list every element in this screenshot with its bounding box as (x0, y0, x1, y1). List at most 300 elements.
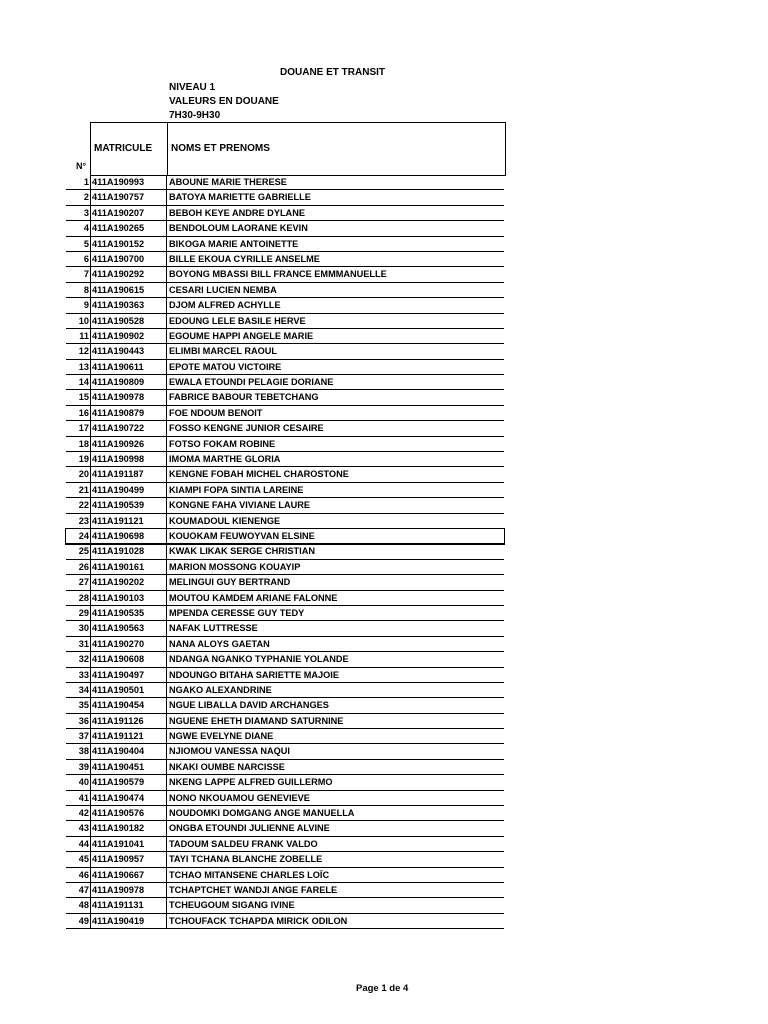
column-divider (90, 729, 91, 744)
column-divider (166, 252, 167, 267)
row-number: 8 (83, 284, 89, 295)
row-matricule: 411A190757 (92, 192, 145, 203)
column-divider (166, 529, 167, 544)
row-matricule: 411A190722 (92, 423, 145, 434)
column-divider (166, 344, 167, 359)
column-divider (90, 560, 91, 575)
table-row (66, 406, 504, 421)
table-row (66, 760, 504, 775)
column-divider (166, 498, 167, 513)
row-matricule: 411A190161 (92, 561, 145, 572)
column-divider (90, 791, 91, 806)
row-matricule: 411A190978 (92, 884, 145, 895)
column-header-matricule: MATRICULE (94, 143, 153, 154)
table-row (66, 190, 504, 205)
row-matricule: 411A190809 (92, 377, 145, 388)
column-divider (90, 267, 91, 282)
table-row (66, 544, 504, 559)
row-name: NDOUNGO BITAHA SARIETTE MAJOIE (169, 669, 339, 680)
row-matricule: 411A190499 (92, 484, 145, 495)
table-row (66, 698, 504, 713)
row-name: NJIOMOU VANESSA NAQUI (169, 746, 290, 757)
column-divider (90, 314, 91, 329)
table-row (66, 898, 504, 913)
row-matricule: 411A190667 (92, 869, 145, 880)
row-name: EPOTE MATOU VICTOIRE (169, 361, 282, 372)
row-matricule: 411A190615 (92, 284, 145, 295)
column-divider (166, 283, 167, 298)
row-name: KENGNE FOBAH MICHEL CHAROSTONE (169, 469, 349, 480)
row-name: FOTSO FOKAM ROBINE (169, 438, 276, 449)
table-row (66, 283, 504, 298)
column-divider (166, 483, 167, 498)
table-row (66, 791, 504, 806)
row-number: 17 (78, 423, 89, 434)
row-name: NGAKO ALEXANDRINE (169, 684, 272, 695)
table-row (66, 483, 504, 498)
column-divider (90, 221, 91, 236)
column-divider (90, 575, 91, 590)
column-divider (90, 883, 91, 898)
column-divider (166, 883, 167, 898)
row-matricule: 411A190957 (92, 854, 145, 865)
column-divider (90, 591, 91, 606)
column-divider (90, 914, 91, 929)
row-name: MPENDA CERESSE GUY TEDY (169, 607, 305, 618)
schedule-label: 7H30-9H30 (169, 110, 221, 121)
column-divider (166, 360, 167, 375)
row-matricule: 411A191121 (92, 731, 144, 742)
row-name: NOUDOMKI DOMGANG ANGE MANUELLA (169, 808, 355, 819)
row-name: IMOMA MARTHE GLORIA (169, 454, 281, 465)
row-name: BOYONG MBASSI BILL FRANCE EMMMANUELLE (169, 269, 387, 280)
row-name: NGUE LIBALLA DAVID ARCHANGES (169, 700, 329, 711)
row-name: ABOUNE MARIE THERESE (169, 177, 287, 187)
table-row (66, 421, 504, 436)
row-number: 32 (78, 654, 89, 665)
column-divider (90, 329, 91, 344)
table-row (66, 498, 504, 513)
table-row (66, 914, 504, 929)
row-number: 16 (78, 407, 89, 418)
column-divider (166, 637, 167, 652)
row-matricule: 411A190576 (92, 808, 145, 819)
table-row (66, 375, 504, 390)
row-name: NKENG LAPPE ALFRED GUILLERMO (169, 777, 333, 788)
column-divider (90, 868, 91, 883)
row-matricule: 411A190998 (92, 454, 145, 465)
column-divider (166, 421, 167, 436)
row-name: KONGNE FAHA VIVIANE LAURE (169, 500, 311, 511)
column-divider (90, 760, 91, 775)
row-number: 5 (83, 238, 89, 249)
column-divider (90, 190, 91, 205)
row-matricule: 411A191187 (92, 469, 144, 480)
row-name: EWALA ETOUNDI PELAGIE DORIANE (169, 377, 334, 388)
column-divider (166, 406, 167, 421)
column-divider (166, 514, 167, 529)
row-name: ONGBA ETOUNDI JULIENNE ALVINE (169, 823, 330, 834)
column-divider (90, 806, 91, 821)
column-divider (90, 606, 91, 621)
row-number: 48 (78, 900, 89, 911)
column-divider (166, 652, 167, 667)
column-divider (90, 775, 91, 790)
table-row (66, 529, 504, 544)
row-matricule: 411A190103 (92, 592, 145, 603)
column-divider (90, 698, 91, 713)
row-name: EDOUNG LELE BASILE HERVE (169, 315, 306, 326)
row-number: 3 (83, 207, 89, 218)
column-header-number: N° (76, 161, 87, 171)
table-row (66, 729, 504, 744)
table-row (66, 298, 504, 313)
row-number: 4 (83, 223, 89, 234)
row-name: KOUOKAM FEUWOYVAN ELSINE (169, 530, 315, 541)
column-divider (166, 668, 167, 683)
row-matricule: 411A190993 (92, 177, 145, 187)
row-name: NANA ALOYS GAETAN (169, 638, 270, 649)
row-name: EGOUME HAPPI ANGELE MARIE (169, 330, 314, 341)
column-divider (166, 852, 167, 867)
column-divider (166, 467, 167, 482)
row-number: 20 (78, 469, 89, 480)
course-label: VALEURS EN DOUANE (169, 96, 279, 107)
column-divider (90, 406, 91, 421)
row-number: 42 (78, 808, 89, 819)
table-row (66, 314, 504, 329)
column-divider (166, 714, 167, 729)
row-number: 9 (83, 300, 89, 311)
row-number: 46 (78, 869, 89, 880)
row-number: 44 (78, 838, 89, 849)
column-divider (166, 575, 167, 590)
row-number: 6 (83, 253, 89, 264)
column-divider (166, 237, 167, 252)
row-name: KIAMPI FOPA SINTIA LAREINE (169, 484, 304, 495)
column-divider (90, 821, 91, 836)
row-matricule: 411A190539 (92, 500, 145, 511)
table-row (66, 668, 504, 683)
column-divider (90, 452, 91, 467)
column-divider (166, 606, 167, 621)
row-name: TADOUM SALDEU FRANK VALDO (169, 838, 318, 849)
column-divider (166, 683, 167, 698)
row-number: 39 (78, 761, 89, 772)
row-name: ELIMBI MARCEL RAOUL (169, 346, 278, 357)
row-name: CESARI LUCIEN NEMBA (169, 284, 277, 295)
table-row (66, 360, 504, 375)
column-divider (90, 668, 91, 683)
row-number: 25 (78, 546, 89, 557)
row-matricule: 411A190270 (92, 638, 145, 649)
table-row (66, 267, 504, 282)
row-number: 43 (78, 823, 89, 834)
row-matricule: 411A190419 (92, 915, 145, 926)
table-row (66, 514, 504, 529)
row-name: BEBOH KEYE ANDRE DYLANE (169, 207, 305, 218)
row-matricule: 411A190501 (92, 684, 145, 695)
row-number: 26 (78, 561, 89, 572)
column-divider (90, 344, 91, 359)
row-matricule: 411A190443 (92, 346, 145, 357)
row-name: NKAKI OUMBE NARCISSE (169, 761, 285, 772)
table-row (66, 621, 504, 636)
column-divider (166, 190, 167, 205)
row-number: 40 (78, 777, 89, 788)
column-divider (166, 791, 167, 806)
row-number: 49 (78, 915, 89, 926)
row-matricule: 411A190879 (92, 407, 145, 418)
column-divider (90, 621, 91, 636)
column-divider (166, 544, 167, 559)
column-divider (90, 283, 91, 298)
row-name: BILLE EKOUA CYRILLE ANSELME (169, 253, 320, 264)
row-name: NAFAK LUTTRESSE (169, 623, 258, 634)
row-number: 38 (78, 746, 89, 757)
row-name: NGWE EVELYNE DIANE (169, 731, 274, 742)
row-name: MOUTOU KAMDEM ARIANE FALONNE (169, 592, 338, 603)
row-number: 29 (78, 607, 89, 618)
column-divider (90, 206, 91, 221)
row-number: 21 (78, 484, 89, 495)
row-number: 24 (78, 530, 89, 541)
column-divider (166, 560, 167, 575)
row-name: TCHOUFACK TCHAPDA MIRICK ODILON (169, 915, 348, 926)
table-row (66, 344, 504, 359)
table-row (66, 775, 504, 790)
table-row (66, 683, 504, 698)
column-divider (90, 298, 91, 313)
row-matricule: 411A190363 (92, 300, 145, 311)
column-divider (166, 729, 167, 744)
column-divider (90, 898, 91, 913)
row-matricule: 411A190579 (92, 777, 145, 788)
column-divider (90, 744, 91, 759)
table-row (66, 575, 504, 590)
row-number: 33 (78, 669, 89, 680)
table-row (66, 437, 504, 452)
table-row (66, 714, 504, 729)
row-matricule: 411A190926 (92, 438, 145, 449)
row-matricule: 411A190182 (92, 823, 145, 834)
header-divider (167, 123, 168, 175)
row-number: 12 (78, 346, 89, 357)
column-divider (90, 252, 91, 267)
column-divider (90, 637, 91, 652)
column-divider (90, 498, 91, 513)
table-row (66, 637, 504, 652)
table-row (66, 744, 504, 759)
column-divider (166, 267, 167, 282)
row-name: TCHAO MITANSENE CHARLES LOÏC (169, 869, 330, 880)
column-divider (166, 375, 167, 390)
row-number: 15 (78, 392, 89, 403)
row-name: BATOYA MARIETTE GABRIELLE (169, 192, 311, 203)
column-divider (166, 591, 167, 606)
row-number: 19 (78, 454, 89, 465)
column-divider (166, 837, 167, 852)
column-divider (90, 437, 91, 452)
column-divider (90, 483, 91, 498)
table-row (66, 883, 504, 898)
row-number: 10 (78, 315, 89, 326)
column-divider (90, 852, 91, 867)
row-number: 41 (78, 792, 89, 803)
column-divider (90, 714, 91, 729)
row-number: 35 (78, 700, 89, 711)
row-matricule: 411A191041 (92, 838, 145, 849)
table-row (66, 221, 504, 236)
table-row (66, 837, 504, 852)
row-matricule: 411A190265 (92, 223, 145, 234)
row-name: NDANGA NGANKO TYPHANIE YOLANDE (169, 654, 349, 665)
row-number: 37 (78, 731, 89, 742)
column-divider (166, 221, 167, 236)
row-number: 7 (83, 269, 89, 280)
column-divider (166, 821, 167, 836)
table-row (66, 329, 504, 344)
row-name: BENDOLOUM LAORANE KEVIN (169, 223, 308, 234)
row-matricule: 411A191126 (92, 715, 144, 726)
row-matricule: 411A190207 (92, 207, 145, 218)
table-row (66, 852, 504, 867)
table-row (66, 390, 504, 405)
column-divider (90, 514, 91, 529)
column-divider (90, 390, 91, 405)
row-number: 31 (78, 638, 89, 649)
row-matricule: 411A191028 (92, 546, 145, 557)
row-matricule: 411A190563 (92, 623, 145, 634)
row-matricule: 411A190202 (92, 577, 145, 588)
row-matricule: 411A190497 (92, 669, 145, 680)
column-divider (166, 868, 167, 883)
row-matricule: 411A190611 (92, 361, 144, 372)
row-matricule: 411A190978 (92, 392, 145, 403)
row-matricule: 411A190474 (92, 792, 145, 803)
column-divider (166, 452, 167, 467)
column-divider (166, 390, 167, 405)
row-name: TCHAPTCHET WANDJI ANGE FARELE (169, 884, 338, 895)
table-row (66, 206, 504, 221)
column-divider (90, 467, 91, 482)
row-number: 14 (78, 377, 89, 388)
table-row (66, 591, 504, 606)
row-matricule: 411A190902 (92, 330, 145, 341)
row-number: 18 (78, 438, 89, 449)
row-name: TAYI TCHANA BLANCHE ZOBELLE (169, 854, 323, 865)
row-matricule: 411A190535 (92, 607, 145, 618)
column-divider (166, 298, 167, 313)
table-row (66, 452, 504, 467)
row-name: BIKOGA MARIE ANTOINETTE (169, 238, 299, 249)
row-number: 34 (78, 684, 89, 695)
column-divider (90, 544, 91, 559)
column-divider (166, 806, 167, 821)
column-divider (90, 421, 91, 436)
row-matricule: 411A190698 (92, 530, 145, 541)
document-title: DOUANE ET TRANSIT (280, 67, 385, 78)
row-name: NGUENE EHETH DIAMAND SATURNINE (169, 715, 344, 726)
row-name: KWAK LIKAK SERGE CHRISTIAN (169, 546, 315, 557)
row-matricule: 411A190152 (92, 238, 145, 249)
column-divider (90, 683, 91, 698)
table-row (66, 252, 504, 267)
row-matricule: 411A190700 (92, 253, 145, 264)
column-divider (166, 775, 167, 790)
row-number: 28 (78, 592, 89, 603)
row-number: 11 (79, 330, 89, 341)
row-name: NONO NKOUAMOU GENEVIEVE (169, 792, 310, 803)
row-matricule: 411A190608 (92, 654, 145, 665)
column-divider (90, 175, 91, 190)
row-number: 2 (83, 192, 89, 203)
student-table (66, 175, 504, 929)
row-number: 45 (78, 854, 89, 865)
row-name: KOUMADOUL KIENENGE (169, 515, 281, 526)
table-header (90, 122, 506, 176)
row-name: FABRICE BABOUR TEBETCHANG (169, 392, 319, 403)
table-row (66, 868, 504, 883)
column-divider (90, 237, 91, 252)
row-number: 36 (78, 715, 89, 726)
table-row (66, 821, 504, 836)
column-divider (90, 375, 91, 390)
row-number: 27 (78, 577, 89, 588)
page-number: Page 1 de 4 (356, 983, 409, 994)
row-name: FOSSO KENGNE JUNIOR CESAIRE (169, 423, 324, 434)
column-divider (166, 314, 167, 329)
row-number: 22 (78, 500, 89, 511)
row-number: 30 (78, 623, 89, 634)
row-matricule: 411A190528 (92, 315, 145, 326)
level-label: NIVEAU 1 (169, 82, 216, 93)
column-divider (166, 437, 167, 452)
column-divider (90, 360, 91, 375)
column-divider (166, 175, 167, 190)
row-matricule: 411A190404 (92, 746, 145, 757)
column-divider (166, 760, 167, 775)
table-row (66, 467, 504, 482)
table-row (66, 237, 504, 252)
column-divider (166, 914, 167, 929)
column-divider (166, 698, 167, 713)
row-matricule: 411A190292 (92, 269, 145, 280)
column-divider (166, 621, 167, 636)
column-divider (90, 837, 91, 852)
column-divider (166, 206, 167, 221)
row-number: 23 (78, 515, 89, 526)
table-row (66, 652, 504, 667)
column-divider (166, 744, 167, 759)
row-name: DJOM ALFRED ACHYLLE (169, 300, 281, 311)
row-name: MARION MOSSONG KOUAYIP (169, 561, 301, 572)
row-matricule: 411A191121 (92, 515, 144, 526)
column-divider (90, 652, 91, 667)
row-number: 1 (83, 177, 89, 187)
column-divider (166, 898, 167, 913)
table-row (66, 175, 504, 190)
row-matricule: 411A191131 (92, 900, 144, 911)
column-header-noms: NOMS ET PRENOMS (171, 143, 270, 154)
row-number: 13 (78, 361, 89, 372)
table-row (66, 806, 504, 821)
column-divider (166, 329, 167, 344)
table-row (66, 560, 504, 575)
row-name: MELINGUI GUY BERTRAND (169, 577, 291, 588)
row-name: FOE NDOUM BENOIT (169, 407, 263, 418)
column-divider (90, 529, 91, 544)
